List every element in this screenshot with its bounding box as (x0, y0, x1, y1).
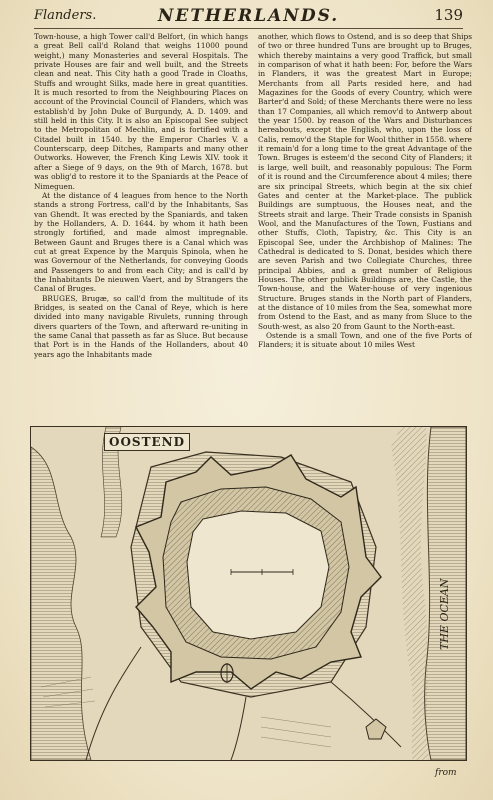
header-section: Flanders. (34, 8, 97, 23)
paragraph: At the distance of 4 leagues from hence to the North stands a strong Fortress, call'd by the Inhabitants, Sas van Ghendt. It was erected by the Spaniards, and taken by the Hollanders, A. D. 1644. by whom it hath been strongly fortified, and made almost impregnable. Between Gaunt and Bruges there is a Canal which was cut at great Expence by the Marquis Spinola, when he was Governour of the Netherlands, for conveying Goods and Passengers to and from each City; and is call'd by the Inhabitants De nieuwen Vaert, and by Strangers the Canal of Bruges. (34, 190, 248, 294)
ostend-map-engraving (30, 426, 467, 761)
paragraph: Ostende is a small Town, and one of the five Ports of Flanders; it is situate about 10 miles West (258, 331, 472, 350)
paragraph: BRUGES, Brugæ, so call'd from the multitude of its Bridges, is seated on the Canal of Reye, which is here divided into many navigable Rivulets, running through divers quarters of the Town, and afterward re-uniting in the same Canal that passeth as far as Sluce. But because that Port is in the Hands of the Hollanders, about 40 years ago the Inhabitants made (34, 293, 248, 359)
left-text-column (34, 32, 248, 420)
paragraph: Town-house, a high Tower call'd Belfort, (in which hangs a great Bell call'd Roland that weighs 11000 pound weight,) many Monasteries and several Hospitals. The private Houses are fair and well built, and the Streets clean and neat. This City hath a good Trade in Cloaths, Stuffs and wrought Silks, made here in great quantities. It is much resorted to from the Neighbouring Places on account of the Provincial Council of Flanders, which was establish'd by John Duke of Burgundy, A. D. 1409. and still held in this City. It is also an Episcopal See subject to the Metropolitan of Mechlin, and is fortified with a Citadel built in 1540. by the Emperor Charles V. a Counterscarp, deep Ditches, Ramparts and many other Outworks. However, the French King Lewis XIV. took it after a Siege of 9 days, on the 9th of March, 1678. but was oblig'd to restore it to the Spaniards at the Peace of Nimeguen. (34, 32, 248, 191)
header-rule (34, 28, 463, 29)
map-title: OOSTEND (104, 433, 190, 451)
map-ocean-label: THE OCEAN (438, 578, 451, 650)
map-illustration (31, 427, 466, 760)
catchword: from (435, 768, 457, 778)
right-text-column (258, 32, 472, 420)
running-header (34, 6, 463, 28)
paragraph: another, which flows to Ostend, and is so deep that Ships of two or three hundred Tuns are brought up to Bruges, which thereby maintains a very good Traffick, but small in comparison of what it hath been: For, before the Wars in Flanders, it was the greatest Mart in Europe; Merchants from all Parts resided here, and had Magazines for the Goods of every Country, which were Barter'd and Sold; of these Merchants there were no less than 17 Companies, all which remov'd to Antwerp about the year 1500. by reason of the Wars and Disturbances hereabouts, except the English, who, upon the loss of Calis, remov'd the Staple for Wool thither in 1558. where it remain'd for a long time to the great Advantage of the Town. Bruges is esteem'd the second City of Flanders; it is large, well built, and reasonably populous: The Form of it is round and the Circumference about 4 miles; there are six principal Streets, which begin at the six chief Gates and center at the Market-place. The publick Buildings are sumptuous, the Houses neat, and the Streets strait and large. Their Trade consists in Spanish Wool, and the Manufactures of the Town, Fustians and other Stuffs, Cloth, Tapistry, &c. This City is an Episcopal See, under the Archbishop of Malines: The Cathedral is dedicated to S. Donat, besides which there are seven Parish and two Collegiate Churches, three principal Abbies, and a great number of Religious Houses. The other publick Buildings are, the Castle, the Town-house, and the Water-house of very ingenious Structure. Bruges stands in the North part of Flanders, at the distance of 10 miles from the Sea, somewhat more from Ostend to the East, and as many from Sluce to the South-west, as also 20 from Gaunt to the North-east. (258, 32, 472, 331)
page-number: 139 (434, 6, 463, 24)
header-title: NETHERLANDS. (157, 6, 340, 26)
